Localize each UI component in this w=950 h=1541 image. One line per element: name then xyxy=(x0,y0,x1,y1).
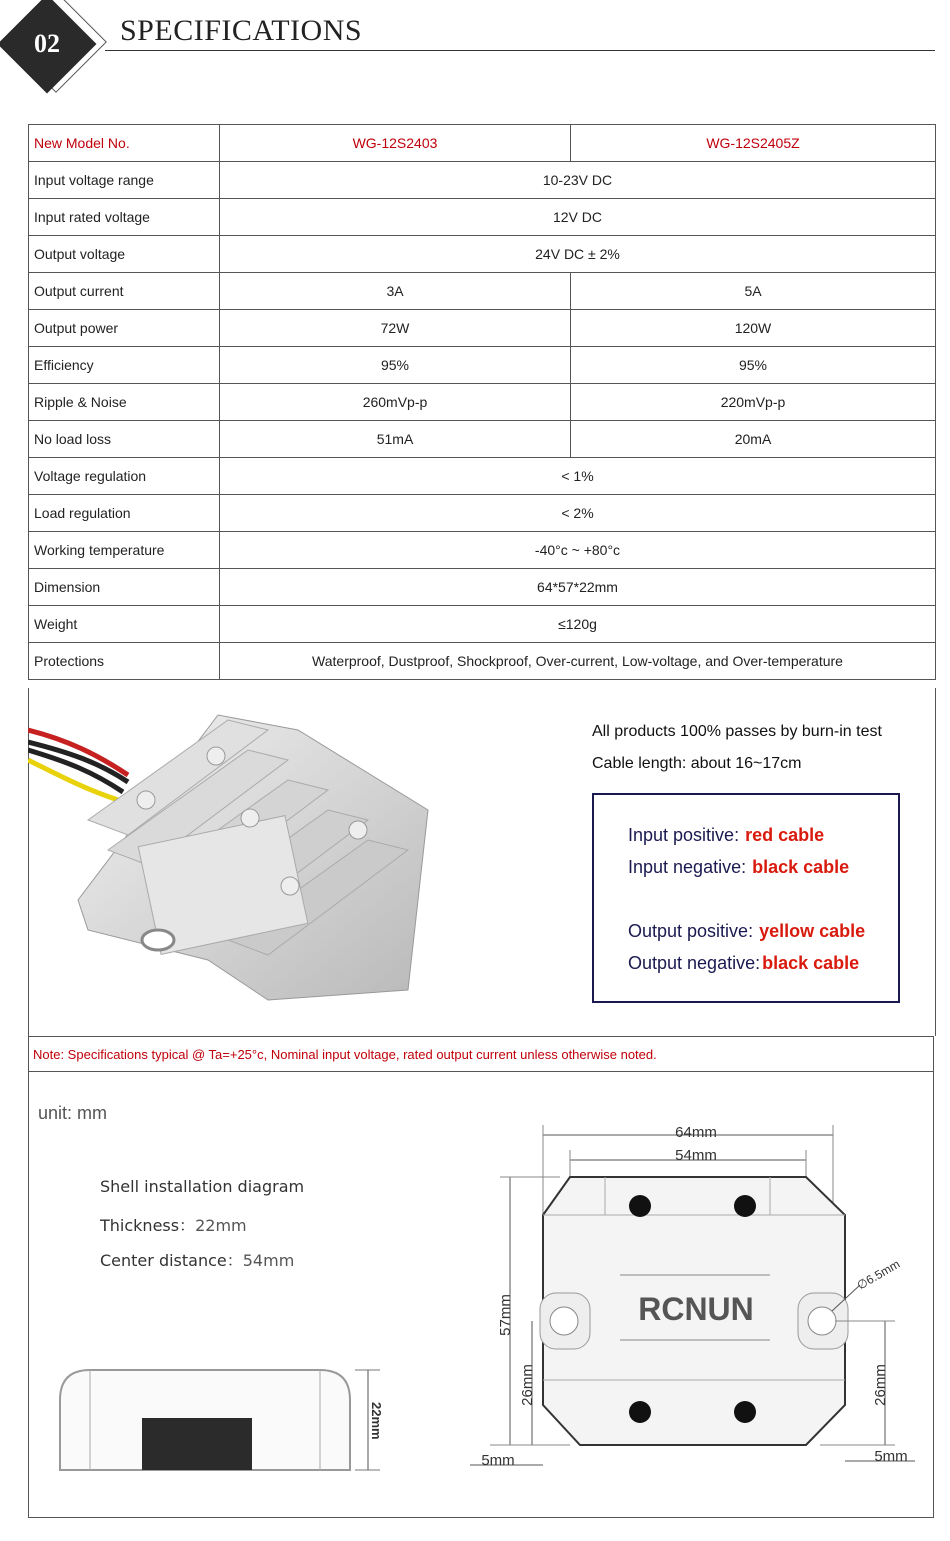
cable-color: red cable xyxy=(745,825,825,845)
row-label: Voltage regulation xyxy=(29,458,220,495)
table-row xyxy=(29,569,936,606)
table-row xyxy=(29,162,936,199)
table-row xyxy=(29,236,936,273)
burn-in-text: All products 100% passes by burn-in test xyxy=(592,723,882,740)
row-value: < 1% xyxy=(220,458,936,495)
center-line xyxy=(100,1248,294,1271)
connector-block xyxy=(142,1418,252,1470)
screw xyxy=(349,821,367,839)
brand-logo: RCNUN xyxy=(638,1291,754,1327)
screw-hole xyxy=(734,1401,756,1423)
thickness-line xyxy=(100,1213,247,1236)
section-title: SPECIFICATIONS xyxy=(120,14,363,47)
center-label: Center distance： xyxy=(100,1251,243,1270)
table-row xyxy=(29,347,936,384)
height-label: 57mm xyxy=(497,1294,514,1336)
row-label: Input rated voltage xyxy=(29,199,220,236)
thickness-label: Thickness： xyxy=(100,1216,196,1235)
side-view-diagram xyxy=(50,1360,390,1480)
row-value: 10-23V DC xyxy=(220,162,936,199)
unit-label: unit: mm xyxy=(38,1103,108,1123)
cable-input-negative xyxy=(628,857,849,878)
cable-input-positive xyxy=(628,825,824,846)
row-value-b: 20mA xyxy=(571,421,936,458)
cable-label: Input positive: xyxy=(628,825,740,845)
side-height-label: 22mm xyxy=(369,1402,384,1440)
table-row xyxy=(29,643,936,680)
row-value-a: 95% xyxy=(220,347,571,384)
mount-hole-left xyxy=(550,1307,578,1335)
row-value: < 2% xyxy=(220,495,936,532)
edge-left-label: 5mm xyxy=(481,1452,515,1469)
center-value: 54mm xyxy=(242,1251,295,1270)
header-label: New Model No. xyxy=(29,125,220,162)
spec-table xyxy=(28,124,936,680)
screw xyxy=(137,791,155,809)
mount-hole-right xyxy=(808,1307,836,1335)
cable-output-negative xyxy=(628,953,859,974)
row-label: Input voltage range xyxy=(29,162,220,199)
cable-color: black cable xyxy=(762,953,860,973)
row-label: Dimension xyxy=(29,569,220,606)
row-value: Waterproof, Dustproof, Shockproof, Over-current, Low-voltage, and Over-temperature xyxy=(220,643,936,680)
row-label: Weight xyxy=(29,606,220,643)
table-row xyxy=(29,384,936,421)
width-inner-label: 54mm xyxy=(675,1147,717,1164)
cable-legend xyxy=(592,793,900,1003)
row-label: Working temperature xyxy=(29,532,220,569)
cable-label: Output positive: xyxy=(628,921,754,941)
cable-color: yellow cable xyxy=(759,921,866,941)
header-model-b: WG-12S2405Z xyxy=(571,125,936,162)
screw-hole xyxy=(734,1195,756,1217)
row-label: Output power xyxy=(29,310,220,347)
row-value: -40°c ~ +80°c xyxy=(220,532,936,569)
screw xyxy=(207,747,225,765)
row-label: Output voltage xyxy=(29,236,220,273)
mount-hole xyxy=(142,930,174,950)
hole-offset-right-label: 26mm xyxy=(872,1364,889,1406)
table-row xyxy=(29,495,936,532)
edge-right-label: 5mm xyxy=(874,1448,908,1465)
table-row xyxy=(29,421,936,458)
row-value-b: 95% xyxy=(571,347,936,384)
screw xyxy=(241,809,259,827)
row-value: 64*57*22mm xyxy=(220,569,936,606)
table-row xyxy=(29,532,936,569)
row-label: Ripple & Noise xyxy=(29,384,220,421)
burn-in-info xyxy=(592,716,882,780)
section-number: 02 xyxy=(34,29,60,58)
row-value: 12V DC xyxy=(220,199,936,236)
row-label: Load regulation xyxy=(29,495,220,532)
row-label: Protections xyxy=(29,643,220,680)
row-value-a: 260mVp-p xyxy=(220,384,571,421)
table-row xyxy=(29,310,936,347)
spec-note: Note: Specifications typical @ Ta=+25°c, Nominal input voltage, rated output current unless otherwise noted. xyxy=(28,1036,934,1072)
product-image xyxy=(28,700,448,1020)
shell-title: Shell installation diagram xyxy=(100,1177,305,1196)
header-rule xyxy=(105,50,935,51)
row-value-b: 220mVp-p xyxy=(571,384,936,421)
section-header xyxy=(0,0,950,100)
screw-hole xyxy=(629,1401,651,1423)
hole-offset-left-label: 26mm xyxy=(519,1364,536,1406)
table-row xyxy=(29,199,936,236)
row-value-b: 120W xyxy=(571,310,936,347)
row-value: 24V DC ± 2% xyxy=(220,236,936,273)
row-label: Efficiency xyxy=(29,347,220,384)
screw xyxy=(281,877,299,895)
header-model-a: WG-12S2403 xyxy=(220,125,571,162)
row-value-a: 72W xyxy=(220,310,571,347)
row-value-a: 51mA xyxy=(220,421,571,458)
screw-hole xyxy=(629,1195,651,1217)
cable-label: Output negative: xyxy=(628,953,761,973)
thickness-value: 22mm xyxy=(195,1216,247,1235)
table-row xyxy=(29,273,936,310)
width-outer-label: 64mm xyxy=(675,1124,717,1141)
table-row xyxy=(29,606,936,643)
cable-label: Input negative: xyxy=(628,857,747,877)
row-value-b: 5A xyxy=(571,273,936,310)
top-view-diagram xyxy=(460,1115,930,1490)
row-label: Output current xyxy=(29,273,220,310)
row-value: ≤120g xyxy=(220,606,936,643)
row-label: No load loss xyxy=(29,421,220,458)
row-value-a: 3A xyxy=(220,273,571,310)
cable-color: black cable xyxy=(752,857,850,877)
table-header-row xyxy=(29,125,936,162)
cable-output-positive xyxy=(628,921,865,942)
cable-length-text: Cable length: about 16~17cm xyxy=(592,755,802,772)
hole-diameter-label: ∅6.5mm xyxy=(854,1256,903,1293)
table-row xyxy=(29,458,936,495)
